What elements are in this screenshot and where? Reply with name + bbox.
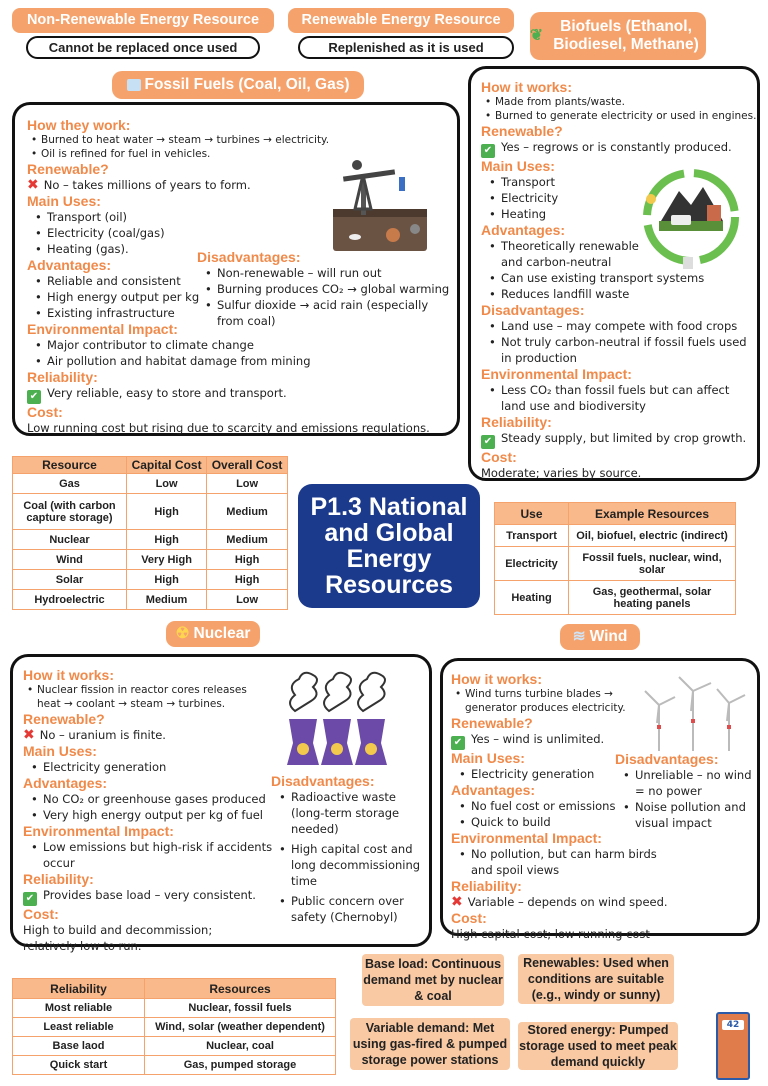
plant-icon: ❦ xyxy=(530,27,543,45)
list-item: • No CO₂ or greenhouse gases produced xyxy=(23,791,293,807)
list-item: • No fuel cost or emissions xyxy=(451,798,671,814)
list-item: • Less CO₂ than fossil fuels but can affect land use and biodiversity xyxy=(481,382,757,414)
list-item: • Public concern over safety (Chernobyl) xyxy=(271,893,421,925)
table-cell: Gas, pumped storage xyxy=(145,1056,336,1075)
table-cell: Low xyxy=(207,474,288,494)
page-title: P1.3 National and Global Energy Resources xyxy=(298,484,480,608)
table-row xyxy=(13,590,288,610)
wind-renewable-heading: Renewable? xyxy=(451,715,533,731)
nuclear-cost-heading: Cost: xyxy=(23,906,59,922)
fossil-cost-text: Low running cost but rising due to scarcity and emissions regulations. xyxy=(27,421,430,435)
nuclear-title: Nuclear xyxy=(193,625,251,643)
wind-uses-heading: Main Uses: xyxy=(451,750,525,766)
list-item: • High capital cost and long decommissioning time xyxy=(271,841,421,889)
wind-title: Wind xyxy=(589,628,628,646)
column-header: Capital Cost xyxy=(127,457,207,474)
wind-environment-heading: Environmental Impact: xyxy=(451,830,602,846)
non-renewable-pill: Non-Renewable Energy Resource xyxy=(12,8,274,33)
list-item: • Burned to generate electricity or used in engines. xyxy=(481,109,757,123)
wind-cost-heading: Cost: xyxy=(451,910,487,926)
table-header-row xyxy=(13,979,336,999)
column-header: Resource xyxy=(13,457,127,474)
fossil-title-pill xyxy=(112,71,364,99)
table-cell: Quick start xyxy=(13,1056,145,1075)
wind-card xyxy=(440,658,760,941)
renewables-note: Renewables: Used when conditions are suitable (e.g., windy or sunny) xyxy=(518,954,674,1004)
nuclear-renewable-text: ✖ No – uranium is finite. xyxy=(23,727,293,743)
table-row xyxy=(13,999,336,1018)
table-cell: Wind xyxy=(13,550,127,570)
table-row xyxy=(495,581,736,615)
list-item: • No pollution, but can harm birds and spoil views xyxy=(451,846,665,878)
biofuels-uses-heading: Main Uses: xyxy=(481,158,555,174)
biofuels-how-list xyxy=(481,95,757,123)
reliability-table xyxy=(12,978,336,1075)
nuclear-environment-heading: Environmental Impact: xyxy=(23,823,174,839)
table-cell: Least reliable xyxy=(13,1018,145,1037)
list-item: • Non-renewable – will run out xyxy=(197,265,453,281)
table-cell: Medium xyxy=(127,590,207,610)
non-renewable-definition: Cannot be replaced once used xyxy=(26,36,260,59)
list-item: • Can use existing transport systems xyxy=(481,270,757,286)
biofuels-how-heading: How it works: xyxy=(481,79,573,95)
biofuels-cost-heading: Cost: xyxy=(481,449,517,465)
fossil-cost-heading: Cost: xyxy=(27,404,63,420)
list-item: • Reduces landfill waste xyxy=(481,286,757,302)
wind-turbines-illustration xyxy=(639,675,749,751)
table-cell: Gas, geothermal, solar heating panels xyxy=(569,581,736,615)
wind-disadvantages-heading: Disadvantages: xyxy=(615,751,719,767)
wind-cost-text: High capital cost; low running cost xyxy=(451,927,650,941)
fossil-renewable-text: ✖ No – takes millions of years to form. xyxy=(27,177,447,193)
wind-title-pill xyxy=(560,624,640,650)
wind-reliability-heading: Reliability: xyxy=(451,878,522,894)
table-row xyxy=(13,550,288,570)
fossil-how-heading: How they work: xyxy=(27,117,131,133)
wind-icon: ≋ xyxy=(572,628,586,646)
list-item: • Unreliable – no wind = no power xyxy=(615,767,757,799)
biofuels-disadvantages-list xyxy=(481,318,757,366)
list-item: • Heating (gas). xyxy=(27,241,447,257)
fossil-fuels-card xyxy=(12,102,460,436)
oil-pump-illustration xyxy=(329,157,433,253)
wind-disadvantages-list xyxy=(615,767,757,831)
wind-reliability-text: ✖ Variable – depends on wind speed. xyxy=(451,894,711,910)
table-cell: High xyxy=(127,530,207,550)
table-row xyxy=(13,474,288,494)
nuclear-reliability-heading: Reliability: xyxy=(23,871,94,887)
book-icon xyxy=(716,1012,750,1080)
stored-energy-note: Stored energy: Pumped storage used to meet peak demand quickly xyxy=(519,1023,677,1069)
list-item: • Electricity generation xyxy=(23,759,293,775)
fossil-title: Fossil Fuels (Coal, Oil, Gas) xyxy=(144,76,350,94)
table-cell: High xyxy=(207,550,288,570)
fossil-uses-heading: Main Uses: xyxy=(27,193,101,209)
table-cell: Nuclear, coal xyxy=(145,1037,336,1056)
table-cell: Low xyxy=(207,590,288,610)
use-table xyxy=(494,502,736,615)
list-item: • Existing infrastructure xyxy=(27,305,447,321)
fossil-advantages-heading: Advantages: xyxy=(27,257,112,273)
list-item: • Made from plants/waste. xyxy=(481,95,757,109)
list-item: • Noise pollution and visual impact xyxy=(615,799,757,831)
table-cell: Hydroelectric xyxy=(13,590,127,610)
list-item: • Not truly carbon-neutral if fossil fuels used in production xyxy=(481,334,757,366)
biofuels-reliability-heading: Reliability: xyxy=(481,414,552,430)
table-row xyxy=(13,1056,336,1075)
biofuels-advantages-heading: Advantages: xyxy=(481,222,566,238)
table-row xyxy=(13,1037,336,1056)
biofuels-environment-list xyxy=(481,382,757,414)
wind-how-heading: How it works: xyxy=(451,671,543,687)
table-cell: Very High xyxy=(127,550,207,570)
table-row xyxy=(13,494,288,530)
list-item: • Very high energy output per kg of fuel xyxy=(23,807,293,823)
biofuels-title-pill xyxy=(530,12,706,60)
list-item: • Low emissions but high-risk if accidents occur xyxy=(23,839,273,871)
list-item: • Major contributor to climate change xyxy=(27,337,447,353)
radiation-icon: ☢ xyxy=(175,625,190,643)
list-item: • Wind turns turbine blades → generator produces electricity. xyxy=(451,687,633,715)
cost-table xyxy=(12,456,288,610)
list-item: • Nuclear fission in reactor cores releases heat → coolant → steam → turbines. xyxy=(23,683,251,711)
table-cell: Heating xyxy=(495,581,569,615)
fossil-environment-heading: Environmental Impact: xyxy=(27,321,178,337)
biofuels-advantages-list-more xyxy=(481,270,757,302)
table-cell: Low xyxy=(127,474,207,494)
biofuels-renewable-heading: Renewable? xyxy=(481,123,563,139)
list-item: • Sulfur dioxide → acid rain (especially from coal) xyxy=(197,297,453,329)
nuclear-disadvantages-list xyxy=(271,789,421,925)
renewable-pill: Renewable Energy Resource xyxy=(288,8,514,33)
table-row xyxy=(13,1018,336,1037)
nuclear-uses-heading: Main Uses: xyxy=(23,743,97,759)
biofuels-renewable-text: ✔ Yes – regrows or is constantly produced. xyxy=(481,139,757,158)
nuclear-advantages-list xyxy=(23,791,293,823)
wind-how-list xyxy=(451,687,633,715)
table-cell: Electricity xyxy=(495,547,569,581)
list-item: • Electricity generation xyxy=(451,766,671,782)
biofuels-cost-text: Moderate; varies by source. xyxy=(481,466,642,480)
fossil-disadvantages-list xyxy=(197,265,453,329)
nuclear-disadvantages-heading: Disadvantages: xyxy=(271,773,375,789)
biofuels-disadvantages-heading: Disadvantages: xyxy=(481,302,585,318)
list-item: • Burned to heat water → steam → turbines → electricity. xyxy=(27,133,447,147)
nuclear-renewable-heading: Renewable? xyxy=(23,711,105,727)
list-item: • Transport xyxy=(481,174,757,190)
nuclear-how-list xyxy=(23,683,251,711)
table-header-row xyxy=(495,503,736,525)
list-item: • High energy output per kg xyxy=(27,289,447,305)
table-cell: Transport xyxy=(495,525,569,547)
table-cell: High xyxy=(127,494,207,530)
wind-environment-list xyxy=(451,846,665,878)
nuclear-cost-text: High to build and decommission; relatively low to run. xyxy=(23,923,213,953)
biofuels-advantages-list xyxy=(481,238,641,270)
biofuels-environment-heading: Environmental Impact: xyxy=(481,366,632,382)
list-item: • Electricity xyxy=(481,190,757,206)
list-item: • Theoretically renewable and carbon-neutral xyxy=(481,238,641,270)
table-cell: Nuclear, fossil fuels xyxy=(145,999,336,1018)
table-row xyxy=(13,530,288,550)
table-header-row xyxy=(13,457,288,474)
list-item: • Air pollution and habitat damage from mining xyxy=(27,353,447,369)
table-cell: Solar xyxy=(13,570,127,590)
list-item: • Burning produces CO₂ → global warming xyxy=(197,281,453,297)
table-cell: Gas xyxy=(13,474,127,494)
wind-renewable-text: ✔ Yes – wind is unlimited. xyxy=(451,731,671,750)
table-cell: Nuclear xyxy=(13,530,127,550)
table-cell: Base laod xyxy=(13,1037,145,1056)
table-cell: Oil, biofuel, electric (indirect) xyxy=(569,525,736,547)
nuclear-advantages-heading: Advantages: xyxy=(23,775,108,791)
renewable-definition: Replenished as it is used xyxy=(298,36,514,59)
column-header: Resources xyxy=(145,979,336,999)
book-number: 42 xyxy=(722,1020,744,1030)
table-cell: Medium xyxy=(207,494,288,530)
table-cell: High xyxy=(127,570,207,590)
list-item: • Radioactive waste (long-term storage needed) xyxy=(271,789,421,837)
table-row xyxy=(495,547,736,581)
nuclear-plant-illustration xyxy=(275,667,399,767)
nuclear-reliability-text: ✔ Provides base load – very consistent. xyxy=(23,887,293,906)
column-header: Reliability xyxy=(13,979,145,999)
table-cell: High xyxy=(207,570,288,590)
biofuels-card xyxy=(468,66,760,481)
fossil-icon xyxy=(127,79,141,91)
wind-advantages-heading: Advantages: xyxy=(451,782,536,798)
fossil-renewable-heading: Renewable? xyxy=(27,161,109,177)
column-header: Overall Cost xyxy=(207,457,288,474)
biofuels-reliability-text: ✔ Steady supply, but limited by crop growth. xyxy=(481,430,757,449)
table-row xyxy=(13,570,288,590)
list-item: • Transport (oil) xyxy=(27,209,447,225)
list-item: • Land use – may compete with food crops xyxy=(481,318,757,334)
table-cell: Coal (with carbon capture storage) xyxy=(13,494,127,530)
list-item: • Quick to build xyxy=(451,814,671,830)
nuclear-environment-list xyxy=(23,839,273,871)
list-item: • Oil is refined for fuel in vehicles. xyxy=(27,147,447,161)
nuclear-uses-list xyxy=(23,759,293,775)
fossil-disadvantages-heading: Disadvantages: xyxy=(197,249,301,265)
table-row xyxy=(495,525,736,547)
fossil-reliability-text: ✔ Very reliable, easy to store and transport. xyxy=(27,385,447,404)
nuclear-card xyxy=(10,654,432,953)
table-cell: Fossil fuels, nuclear, wind, solar xyxy=(569,547,736,581)
table-cell: Wind, solar (weather dependent) xyxy=(145,1018,336,1037)
column-header: Use xyxy=(495,503,569,525)
nuclear-how-heading: How it works: xyxy=(23,667,115,683)
list-item: • Reliable and consistent xyxy=(27,273,447,289)
list-item: • Heating xyxy=(481,206,757,222)
column-header: Example Resources xyxy=(569,503,736,525)
variable-demand-note: Variable demand: Met using gas-fired & pumped storage power stations xyxy=(350,1018,510,1070)
list-item: • Electricity (coal/gas) xyxy=(27,225,447,241)
nuclear-title-pill xyxy=(166,621,260,647)
table-cell: Most reliable xyxy=(13,999,145,1018)
table-cell: Medium xyxy=(207,530,288,550)
biofuel-cycle-illustration xyxy=(631,161,749,271)
fossil-reliability-heading: Reliability: xyxy=(27,369,98,385)
fossil-environment-list xyxy=(27,337,447,369)
biofuels-title: Biofuels (Ethanol, Biodiesel, Methane) xyxy=(553,18,699,53)
base-load-note: Base load: Continuous demand met by nuclear & coal xyxy=(362,954,504,1006)
